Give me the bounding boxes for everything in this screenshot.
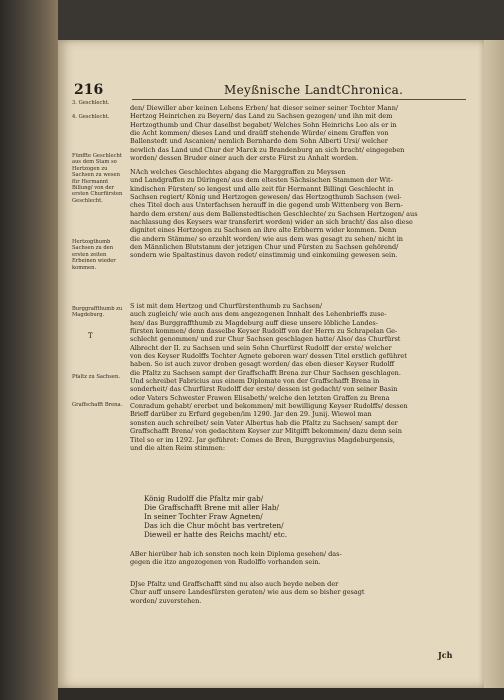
text-line: oder Vaters Schwester Frawen Elisabeth/ welche den letzten Graffen zu Brena — [130, 393, 390, 402]
text-line: hen/ das Burggraffthumb zu Magdeburg auff diese unsere löbliche Landes- — [130, 318, 378, 327]
text-line: die Acht kommen/ dieses Land und draüff stehende Würde/ einem Graffen von — [130, 129, 389, 138]
text-line: Chur auff unsere Landesfürsten geraten/ wie aus dem so bisher gesagt — [130, 588, 365, 597]
page-edge — [484, 40, 504, 688]
text-line: sondern wie Spaltastinus davon redet/ einstimmig und einkomiing gewesen sein. — [130, 251, 398, 260]
bottom-shadow — [58, 688, 504, 700]
text-line: Ballenstedt und Ascanien/ nemlich Bernhardo dem Sohn Alberti Ursi/ welcher — [130, 137, 388, 146]
text-line: Dieweil er hatte des Reichs macht/ etc. — [144, 530, 288, 539]
text-line: Conradum gehabt/ ererbet und bekommen/ mit bewilligung Keyser Rudolffs/ dessen — [130, 402, 408, 411]
text-line: dignitet eines Hertzogen zu Sachsen an ihre alte Erbherrn wider kommen. Denn — [130, 226, 397, 235]
paragraph-4 — [130, 550, 476, 567]
margin-note: Pfaltz zu Sachsen. — [72, 374, 120, 380]
text-line: und die alten Reim stimmen: — [130, 443, 226, 452]
book-page — [58, 40, 484, 688]
text-line: sonsten auch schreibet/ sein Vater Albertus hab die Pfaltz zu Sachsen/ sampt der — [130, 418, 398, 427]
margin-note: 3. Geschlecht. — [72, 100, 110, 106]
margin-note: 4. Geschlecht. — [72, 114, 110, 120]
text-line: fürsten kommen/ denn dasselbe Keyser Rudolff von der Herrn zu Schrapelan Ge- — [130, 327, 398, 336]
margin-note: Graffschafft Brena. — [72, 402, 123, 408]
text-line: NAch welches Geschlechtes abgang die Marggraffen zu Meyssen — [130, 168, 346, 176]
text-line: DJse Pfaltz und Graffschafft sind nu also auch beyde neben der — [130, 580, 339, 588]
text-line: Die Graffschafft Brene mit aller Hab/ — [144, 503, 279, 512]
text-line: Albrecht der II. zu Sachsen und sein Sohn Churfürst Rudolff der erste/ welcher — [130, 343, 392, 352]
text-line: und Landgraffen zu Düringen/ aus dem eltesten Sächsischen Stammen der Wit- — [130, 176, 393, 185]
text-line: Und schreibet Fabricius aus einem Diplomate von der Graffschafft Brena in — [130, 377, 380, 386]
paragraph-5 — [130, 580, 476, 605]
text-line: schlecht genommen/ und zur Chur Sachsen geschlagen hatte/ Also/ das Churfürst — [130, 335, 401, 344]
text-line: newlich das Land und Chur der Marck zu Brandenburg an sich bracht/ eingegeben — [130, 145, 405, 154]
text-line: sonderheit/ das Churfürst Rudolff der erste/ dessen ist gedacht/ von seiner Basin — [130, 385, 398, 394]
text-line: König Rudolff die Pfaltz mir gab/ — [144, 494, 264, 503]
text-line: Titel so er im 1292. Jar geführet: Comes de Bren, Burggravius Magdeburgensis, — [130, 435, 395, 444]
text-line: worden/ dessen Bruder einer auch der erste Fürst zu Anhalt worden. — [130, 154, 359, 163]
page-header — [74, 82, 466, 102]
text-line: den/ Diewiller aber keinen Lehens Erben/ hat dieser seiner seiner Tochter Mann/ — [130, 104, 399, 112]
paragraph-1 — [130, 104, 476, 162]
text-line: Hertzogthumb und Chur daselbst begabet/ Welches Sohn Heinrichs Leo als er in — [130, 120, 397, 129]
text-line: den Männlichen Blutstamm der jetzigen Chur und Fürsten zu Sachsen gehörend/ — [130, 243, 399, 252]
paragraph-2 — [130, 168, 476, 260]
margin-note: Fünffte Geschlecht aus dem Stam so Hertzogen zu Sachsen zu wesen für Hermannt Billung/ von der ersten Churfürsten Geschlecht. — [72, 153, 123, 204]
text-line: S ist mit dem Hertzog und Churfürstenthumb zu Sachsen/ — [130, 302, 323, 310]
text-line: Graffschafft Brena/ von gedachtem Keyser zur Mitgifft bekommen/ dazu denn sein — [130, 427, 402, 436]
text-line: Brieff darüber zu Erfurd gegeben/im 1290. Jar den 29. Junij. Wiewol man — [130, 410, 372, 419]
verse-block — [144, 494, 444, 539]
text-line: nachlassung des Keysers war transferirt worden) wider an sich bracht/ das also diese — [130, 218, 413, 227]
text-line: von des Keyser Rudolffs Tochter Agnete geboren war/ dessen Titel erstlich geführet — [130, 352, 407, 361]
margin-note: Hertzogthumb Sachsen zu den ersten zeiten Erbeinen wieder kommen. — [72, 239, 116, 271]
text-line: hardo dem ersten/ aus dem Ballenstedtischen Geschlechte/ zu Sachsen Hertzogen/ aus — [130, 209, 418, 218]
text-line: die andern Stämme/ so erzehlt worden/ wie aus dem was gesagt zu sehen/ nicht in — [130, 234, 403, 243]
margin-note: Burggraffthumb zu Magdeburg. — [72, 306, 123, 319]
text-line: worden/ zuverstehen. — [130, 596, 202, 605]
text-line: Hertzog Heinrichen zu Beyern/ das Land zu Sachsen gezogen/ und ihn mit dem — [130, 112, 393, 121]
signature-mark: T — [88, 332, 93, 340]
text-line: gegen die itzo angezogenen von Rudolffo vorhanden sein. — [130, 558, 321, 567]
book-binding — [0, 0, 58, 700]
text-line: die Pfaltz zu Sachsen sampt der Graffschafft Brena zur Chur Sachsen geschlagen. — [130, 368, 401, 377]
text-line: auch zugleich/ wie auch aus dem angezogenen Innhalt des Lehenbrieffs zuse- — [130, 310, 387, 319]
page-number: 216 — [74, 82, 104, 98]
text-line: Das ich die Chur möcht bas vertreten/ — [144, 521, 284, 530]
text-line: ABer hierüber hab ich sonsten noch kein Diploma gesehen/ das- — [130, 550, 342, 558]
catchword: Jch — [438, 650, 453, 660]
text-line: In seiner Tochter Fraw Agneten/ — [144, 512, 263, 521]
header-rule — [132, 99, 466, 100]
text-line: haben. So ist auch zuvor droben gesagt worden/ das eben dieser Keyser Rudolff — [130, 360, 395, 369]
paragraph-3 — [130, 302, 476, 452]
text-line: kindischen Fürsten/ so lengest und alle zeit für Hermannt Billingi Geschlecht in — [130, 184, 394, 193]
text-line: Sachsen regiert/ König und Hertzogen gewesen/ das Hertzogthumb Sachsen (wel- — [130, 193, 402, 202]
text-line: ches Titel doch aus Unterfachsen herauff in die gegend umb Wittenberg von Bern- — [130, 201, 403, 210]
running-title: Meyßnische LandtChronica. — [224, 83, 404, 97]
